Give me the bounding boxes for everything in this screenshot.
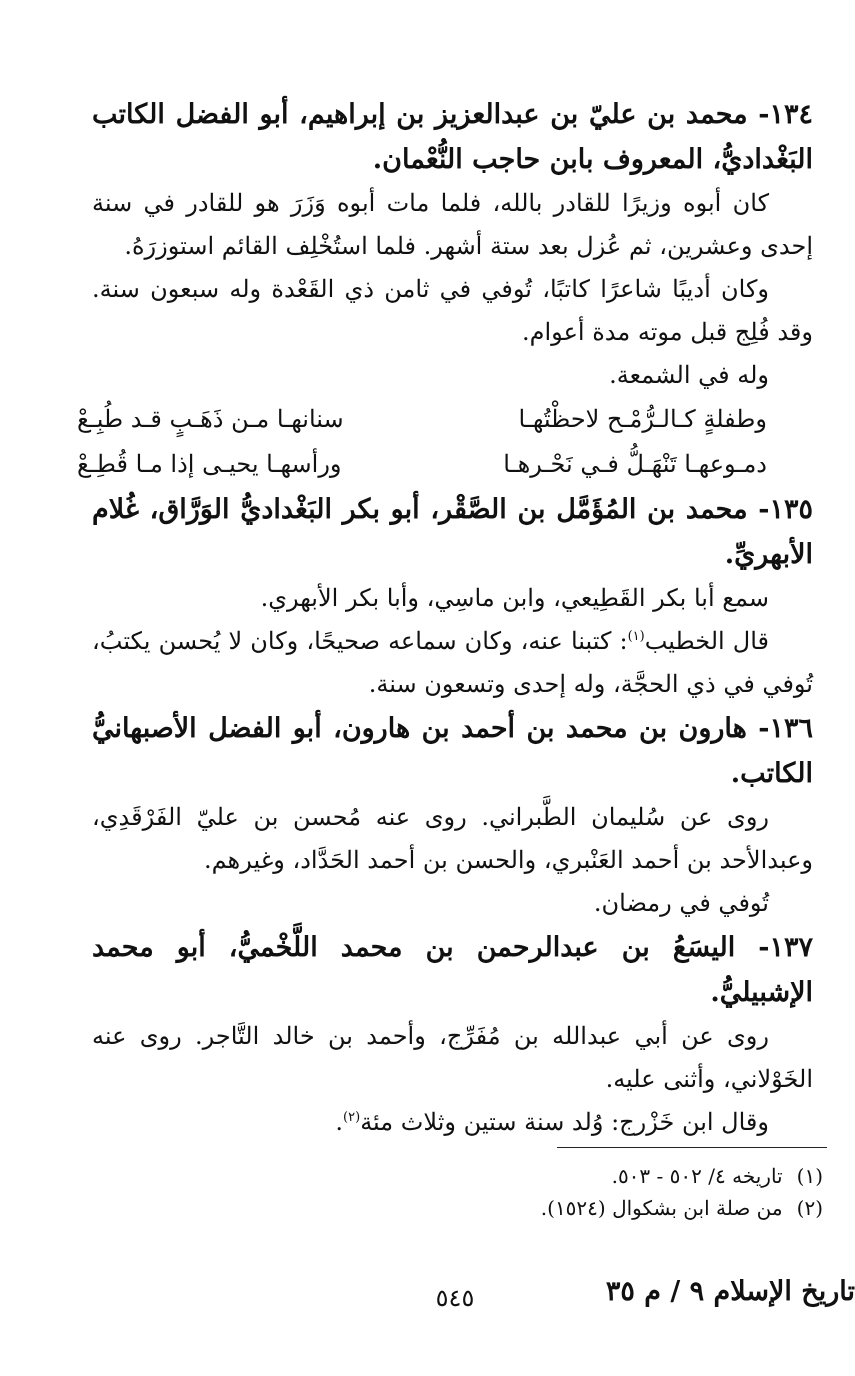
hemistich-first: وطفلةٍ كـالـرُّمْـح لاحظْتُهـا bbox=[518, 405, 767, 433]
entry-paragraph: روى عن أبي عبدالله بن مُفَرِّج، وأحمد بن خالد التَّاجر. روى عنه الخَوْلاني، وأثنى عليه. bbox=[92, 1022, 813, 1093]
entry-paragraph bbox=[92, 620, 813, 706]
entry-heading: ١٣٥- محمد بن المُؤَمَّل بن الصَّقْر، أبو بكر البَغْداديُّ الوَرَّاق، غُلام الأبهريِّ. bbox=[92, 494, 813, 570]
footnote bbox=[200, 1160, 823, 1192]
footnote bbox=[200, 1192, 823, 1224]
hemistich-second: ورأسهـا يحيـى إذا مـا قُطِـعْ bbox=[77, 450, 342, 478]
entry-heading: ١٣٧- اليسَعُ بن عبدالرحمن بن محمد اللَّخْميُّ، أبو محمد الإشبيليُّ. bbox=[92, 932, 813, 1008]
main-text bbox=[77, 92, 813, 1144]
paragraph-text: : كتبنا عنه، وكان سماعه صحيحًا، وكان لا يُحسن يكتبُ، تُوفي في ذي الحجَّة، وله إحدى وتسعون سنة. bbox=[92, 627, 813, 698]
paragraph-text: وقال ابن خَزْرج: وُلد سنة ستين وثلاث مئة bbox=[360, 1108, 769, 1136]
entry-paragraph: كان أبوه وزيرًا للقادر بالله، فلما مات أبوه وَزَرَ هو للقادر في سنة إحدى وعشرين، ثم عُزل بعد ستة أشهر. فلما استُخْلِف القائم استوزرَهُ. bbox=[92, 189, 813, 260]
hemistich-second: سنانهـا مـن ذَهَـبٍ قـد طُبِـعْ bbox=[77, 405, 344, 433]
poem-verse bbox=[77, 397, 767, 442]
footnote-text: تاريخه ٤/ ٥٠٢ - ٥٠٣. bbox=[611, 1164, 783, 1188]
entry-paragraph: وله في الشمعة. bbox=[609, 361, 769, 389]
footnotes bbox=[200, 1160, 823, 1224]
hemistich-first: دمـوعهـا تَنْهَـلُّ فـي نَحْـرهـا bbox=[503, 450, 767, 478]
footnote-number: (١) bbox=[796, 1164, 823, 1188]
footnote-separator bbox=[557, 1147, 827, 1148]
printer-signature: تاريخ الإسلام ٩ / م ٣٥ bbox=[605, 1276, 855, 1307]
entry-paragraph: تُوفي في رمضان. bbox=[593, 889, 769, 917]
page-number: ٥٤٥ bbox=[435, 1284, 475, 1312]
entry-paragraph: روى عن سُليمان الطَّبراني. روى عنه مُحسن بن عليّ الفَرْقَدِي، وعبدالأحد بن أحمد العَنْبري، والحسن بن أحمد الحَدَّاد، وغيرهم. bbox=[92, 803, 813, 874]
entry-heading: ١٣٤- محمد بن عليّ بن عبدالعزيز بن إبراهيم، أبو الفضل الكاتب البَغْداديُّ، المعروف بابن حاجب النُّعْمان. bbox=[92, 99, 813, 175]
poem bbox=[77, 397, 813, 487]
entry-heading: ١٣٦- هارون بن محمد بن أحمد بن هارون، أبو الفضل الأصبهانيُّ الكاتب. bbox=[92, 713, 813, 789]
footnote-marker: (١) bbox=[627, 629, 645, 644]
footnote-text: من صلة ابن بشكوال (١٥٢٤). bbox=[540, 1196, 783, 1220]
entry-paragraph bbox=[92, 1101, 813, 1144]
entry-paragraph: وكان أديبًا شاعرًا كاتبًا، تُوفي في ثامن ذي القَعْدة وله سبعون سنة. وقد فُلِج قبل موته مدة أعوام. bbox=[92, 275, 813, 346]
entry-paragraph: سمع أبا بكر القَطِيعي، وابن ماسِي، وأبا بكر الأبهري. bbox=[260, 584, 769, 612]
paragraph-text: . bbox=[335, 1108, 344, 1136]
paragraph-text: قال الخطيب bbox=[644, 627, 769, 655]
footnote-number: (٢) bbox=[796, 1196, 823, 1220]
poem-verse bbox=[77, 442, 767, 487]
footnote-marker: (٢) bbox=[343, 1110, 361, 1125]
